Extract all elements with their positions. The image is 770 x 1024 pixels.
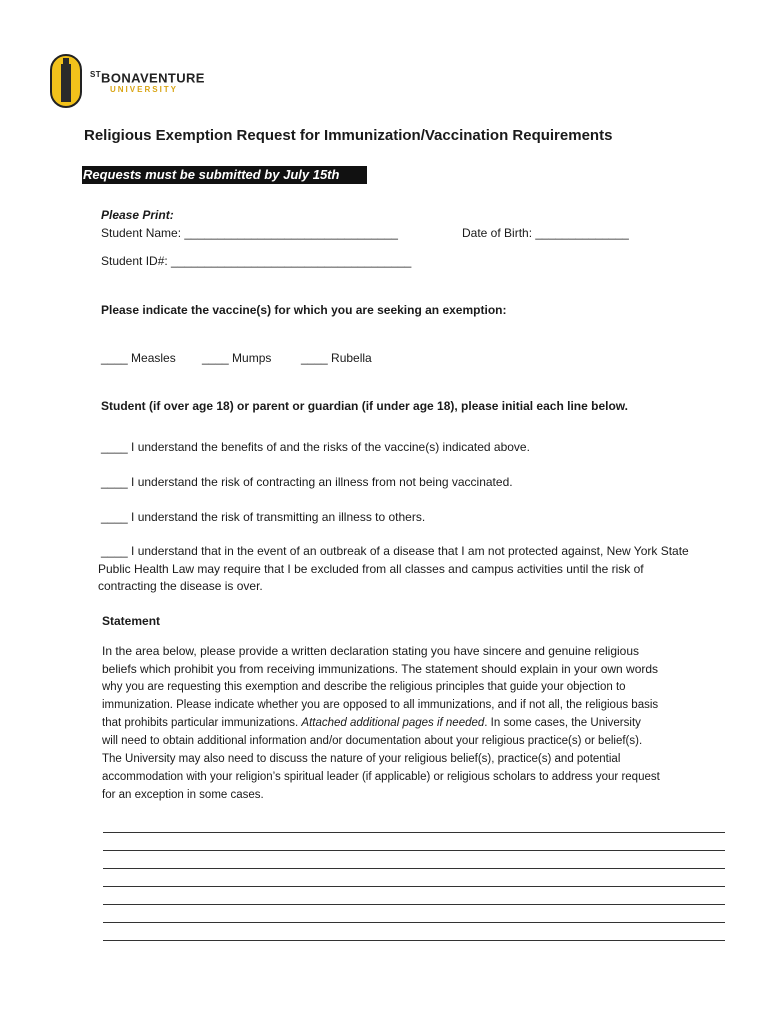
initial-outbreak[interactable]: ____ I understand that in the event of an outbreak of a disease that I am not protected against, New York State Public Health Law may require that I be excluded from all classes and campus activities until the risk of contracting the disease is over.: [98, 544, 689, 593]
vaccine-rubella[interactable]: ____ Rubella: [301, 351, 372, 365]
statement-heading: Statement: [102, 614, 161, 628]
page-title: Religious Exemption Request for Immunization/Vaccination Requirements: [84, 127, 613, 144]
initial-contracting[interactable]: ____ I understand the risk of contracting an illness from not being vaccinated.: [101, 475, 513, 489]
student-name-field[interactable]: Student Name: ________________________________: [101, 226, 398, 240]
initial-benefits[interactable]: ____ I understand the benefits of and the risks of the vaccine(s) indicated above.: [101, 440, 530, 454]
initial-prompt: Student (if over age 18) or parent or guardian (if under age 18), please initial each line below.: [101, 399, 629, 413]
statement-line[interactable]: [103, 832, 725, 833]
vaccine-mumps[interactable]: ____ Mumps: [202, 351, 272, 365]
statement-line[interactable]: [103, 850, 725, 851]
print-label: Please Print:: [101, 208, 174, 222]
logo-name: $^{ST}$BONAVENTURE: [90, 70, 205, 86]
statement-line[interactable]: [103, 886, 725, 887]
university-logo: [50, 52, 210, 112]
date-of-birth-field[interactable]: Date of Birth: ______________: [462, 226, 629, 240]
tower-emblem-icon: [50, 54, 82, 108]
vaccine-prompt: Please indicate the vaccine(s) for which you are seeking an exemption:: [101, 303, 507, 317]
logo-subtitle: UNIVERSITY: [110, 85, 179, 94]
initial-transmitting[interactable]: ____ I understand the risk of transmitting an illness to others.: [101, 510, 426, 524]
statement-line[interactable]: [103, 922, 725, 923]
statement-line[interactable]: [103, 868, 725, 869]
student-id-field[interactable]: Student ID#: ____________________________________: [101, 254, 412, 268]
statement-instructions: In the area below, please provide a written declaration stating you have sincere and genuine religious beliefs which prohibit you from receiving immunizations. The statement should explain in your own words why you are requesting this exemption and describe the religious principles that guide your objection to immunization. Please indicate whether you are opposed to all immunizations, and if not all, the religious basis that prohibits particular immunizations. Attached additional pages if needed. In some cases, the University will need to obtain additional information and/or documentation about your religious practice(s) or belief(s). The University may also need to discuss the nature of your religious belief(s), practice(s) and potential accommodation with your religion’s spiritual leader (if applicable) or religious scholars to address your request for an exception in some cases.: [102, 644, 660, 801]
statement-line[interactable]: [103, 940, 725, 941]
vaccine-measles[interactable]: ____ Measles: [101, 351, 176, 365]
deadline-banner: Requests must be submitted by July 15th: [82, 166, 367, 184]
statement-line[interactable]: [103, 904, 725, 905]
